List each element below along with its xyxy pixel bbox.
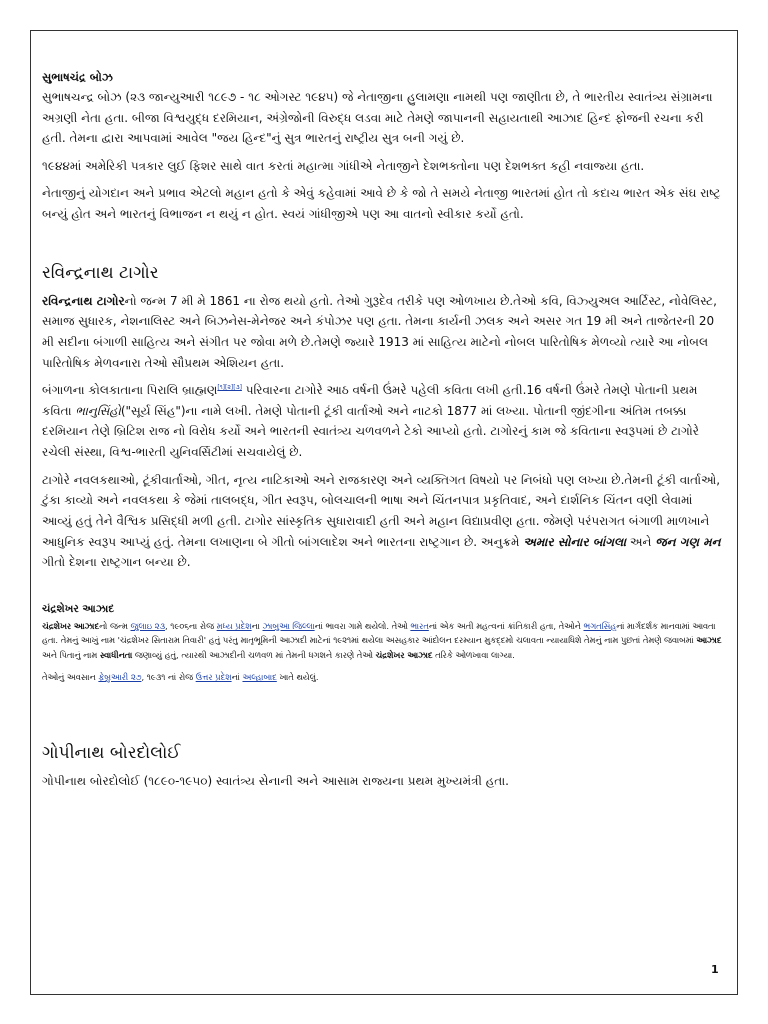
azad-paragraph-1 <box>42 619 722 663</box>
tagore-p3-text-a: ટાગોરે નવલકથાઓ, ટૂંકીવાર્તાઓ, ગીત, નૃત્ય નાટિકાઓ અને રાજકારણ અને વ્યક્તિગત વિષયો પર નિબંધો પણ લખ્યા છે.તેમની ટૂંકી વાર્તાઓ, ટુંકા કાવ્યો અને નવલકથા કે જેમાં તાલબદ્ધ, ગીત સ્વરૂપ, બોલચાલની ભાષા અને ચિંતનપાત્ર પ્રકૃતિવાદ, અને દાર્શનિક ચિંતન વણી લેવામાં આવ્યું હતું તેને વૈશ્વિક પ્રસિદ્ધી મળી હતી. ટાગોર સાંસ્કૃતિક સુધારાવાદી હતી અને મહાન વિદ્યાપ્રવીણ હતા. જેમણે પરંપરાગત બંગાળી માળખાને આધુનિક સ્વરૂપ આપ્યું હતું. તેમના લખાણના બે ગીતો બાંગલાદેશ અને ભારતના રાષ્ટ્રગાન છે. અનુક્રમે <box>42 472 721 549</box>
azad-bold-word: આઝાદ <box>696 635 722 646</box>
anthem-india: જન ગણ મન <box>655 534 721 549</box>
link-bhagat-singh[interactable]: ભગતસિંહ <box>583 620 617 631</box>
azad-text: ના <box>251 620 263 631</box>
link-india[interactable]: ભારત <box>410 620 429 631</box>
gopinath-paragraph-1: ગોપીનાથ બોરદોલોઈ (૧૮૯૦-૧૯૫૦) સ્વાતંત્ર્ય સેનાની અને આસામ રાજ્યના પ્રથમ મુખ્યમંત્રી હતા. <box>42 773 509 788</box>
azad-text: તેઓનું અવસાન <box>42 672 99 683</box>
tagore-paragraph-1 <box>42 291 722 374</box>
azad-paragraph-2 <box>42 670 722 685</box>
tagore-p2-text-c: ("સૂર્ય સિંહ")ના નામે લખી. તેમણે પોતાની ટૂંકી વાર્તાઓ અને નાટકો 1877 માં લખ્યા. પોતાની જીંદગીના અંતિમ તબક્કા દરમિયાન તેણે બ્રિટિશ રાજ નો વિરોધ કર્યો અને ભારતની સ્વાતંત્ર્ય ચળવળને ટેકો આપ્યો હતો. ટાગોરનું કામ જે કવિતાના સ્વરૂપમાં છે ટાગોરે રચેલી સંસ્થા, વિશ્વ-ભારતી યુનિવર્સિટીમાં સચવાયેલું છે. <box>42 403 699 460</box>
azad-name-bold: ચંદ્રશેખર આઝાદ <box>42 620 100 631</box>
tagore-p3-text-b: અને <box>626 534 656 549</box>
azad-text: , ૧૯૦૬ના રોજ <box>165 620 217 631</box>
subhash-paragraph-2: ૧૯૪૪માં અમેરિકી પત્રકાર લુઈ ફિશર સાથે વાત કરતાં મહાત્મા ગાંધીએ નેતાજીને દેશભક્તોના પણ દેશભક્ત કહી નવાજ્યા હતા. <box>42 158 645 173</box>
link-jhabua-district[interactable]: ઝાબુઆ જિલ્લા <box>262 620 315 631</box>
azad-text: અને પિતાનું નામ <box>42 649 100 660</box>
tagore-p2-italic: ભાનુસિંહો <box>75 403 121 418</box>
tagore-paragraph-2 <box>42 380 722 463</box>
azad-text: નાં એક અતી મહત્વનાં ક્રાંતિકારી હતા, તેઓને <box>428 620 584 631</box>
azad-text: નાં માર્ગદર્શક માનવામાં આવતા હતા. તેમનું આખું નામ 'ચંદ્રશેખર સિતારામ તિવારી' હતું પરંતુ માતૃભૂમિની આઝાદી માટેનાં ૧૯૨૧માં થયેલા અસહકાર આંદોલન દરમ્યાન મુકદ્દમો ચલાવતા ન્યાયાધિશે તેમનું નામ પુછતાં તેમણે જવાબમાં <box>42 620 716 646</box>
azad-text: નો જન્મ <box>99 620 131 631</box>
subhash-paragraph-1: સુભાષચન્દ્ર બોઝ (૨૩ જાન્યુઆરી ૧૮૯૭ - ૧૮ ઓગસ્ટ ૧૯૪૫) જે નેતાજીના હુલામણા નામથી પણ જાણીતા છે, તે ભારતીય સ્વાતંત્ર્ય સંગ્રામના અગ્રણી નેતા હતા. બીજા વિશ્વયુદ્ધ દરમિયાન, અંગ્રેજોની વિરુદ્ધ લડવા માટે તેમણે જાપાનની સહાયતાથી આઝાદ હિન્દ ફોજની રચના કરી હતી. તેમના દ્વારા આપવામાં આવેલ "જય હિન્દ"નું સુત્ર ભારતનું રાષ્ટ્રીય સુત્ર બની ગયું છે. <box>42 89 713 146</box>
citation-link[interactable]: [૧][૨][૩] <box>217 384 242 392</box>
link-madhya-pradesh[interactable]: મધ્ય પ્રદેશ <box>216 620 252 631</box>
azad-bold-word: ચંદ્રશેખર આઝાદ <box>375 649 433 660</box>
link-july-23[interactable]: જુલાઇ ૨૩ <box>130 620 166 631</box>
anthem-bangladesh: અમાર સોનાર બાંગલા <box>523 534 627 549</box>
link-february-27[interactable]: ફેબ્રુઆરી ૨૭ <box>98 672 142 683</box>
section-heading-gopinath: ગોપીનાથ બોરદોલોઈ <box>42 742 181 763</box>
azad-text: જણાવ્યું હતું, ત્યારથી આઝાદીની ચળવળ માં તેમની ધગશને કારણે તેઓ <box>132 649 376 660</box>
tagore-paragraph-3 <box>42 470 722 573</box>
document-body <box>42 70 722 799</box>
subhash-paragraph-3: નેતાજીનું યોગદાન અને પ્રભાવ એટલો મહાન હતો કે એવું કહેવામાં આવે છે કે જો તે સમયે નેતાજી ભારતમાં હોત તો કદાચ ભારત એક સંઘ રાષ્ટ્ર બન્યું હોત અને ભારતનું વિભાજન ન થયું ન હોત. સ્વયં ગાંધીજીએ પણ આ વાતનો સ્વીકાર કર્યો હતો. <box>42 186 721 222</box>
tagore-p1-text: નો જન્મ 7 મી મે 1861 ના રોજ થયો હતો. તેઓ ગુરૂદેવ તરીકે પણ ઓળખાય છે.તેઓ કવિ, વિઝ્યુઅલ આર્ટિસ્ટ, નોવેલિસ્ટ, સમાજ સુધારક, નેશનાલિસ્ટ અને બિઝનેસ-મેનેજર અને કંપોઝર પણ હતા. તેમના કાર્યની ઝલક અને અસર ગત 19 મી અને તાજેતરની 20 મી સદીના બંગાળી સાહિત્ય અને સંગીત પર જોવા મળે છે.તેમણે જ્યારે 1913 માં સાહિત્ય માટેનો નોબલ પારિતોષિક મેળવ્યો ત્યારે આ નોબલ પારિતોષિક મેળવનારા તેઓ સૌપ્રથમ એશિયન હતા. <box>42 293 717 370</box>
link-uttar-pradesh[interactable]: ઉત્તર પ્રદેશ <box>195 672 232 683</box>
azad-text: , ૧૯૩૧ નાં રોજ <box>141 672 196 683</box>
tagore-p2-text-a: બંગાળના કોલકાતાના પિરાલિ બ્રાહ્મણ <box>42 383 218 398</box>
section-heading-tagore: રવિન્દ્રનાથ ટાગોર <box>42 262 159 283</box>
link-allahabad[interactable]: અલ્હાબાદ <box>242 672 277 683</box>
tagore-name-bold: રવિન્દ્રનાથ ટાગોર <box>42 293 125 308</box>
section-heading-subhash: સુભાષચંદ્ર બોઝ <box>42 70 113 84</box>
section-heading-azad: ચંદ્રશેખર આઝાદ <box>42 602 115 615</box>
azad-bold-word: સ્વાધીનતા <box>99 649 133 660</box>
page-number: 1 <box>711 963 719 976</box>
azad-text: ખાતે થયેલું. <box>276 672 319 683</box>
azad-text: તરિકે ઓળખાવા લાગ્યા. <box>432 649 515 660</box>
tagore-p2-text-b: પરિવારના ટાગોરે આઠ વર્ષની ઉંમરે પહેલી કવિતા લખી હતી.16 વર્ષની ઉંમરે તેમણે પોતાની પ્રથમ કવિતા <box>42 383 698 418</box>
tagore-p3-text-c: ગીતો દેશના રાષ્ટ્રગાન બન્યા છે. <box>42 555 191 570</box>
azad-text: નાં ભાવરા ગામે થયેલો. તેઓ <box>314 620 411 631</box>
azad-text: નાં <box>231 672 243 683</box>
